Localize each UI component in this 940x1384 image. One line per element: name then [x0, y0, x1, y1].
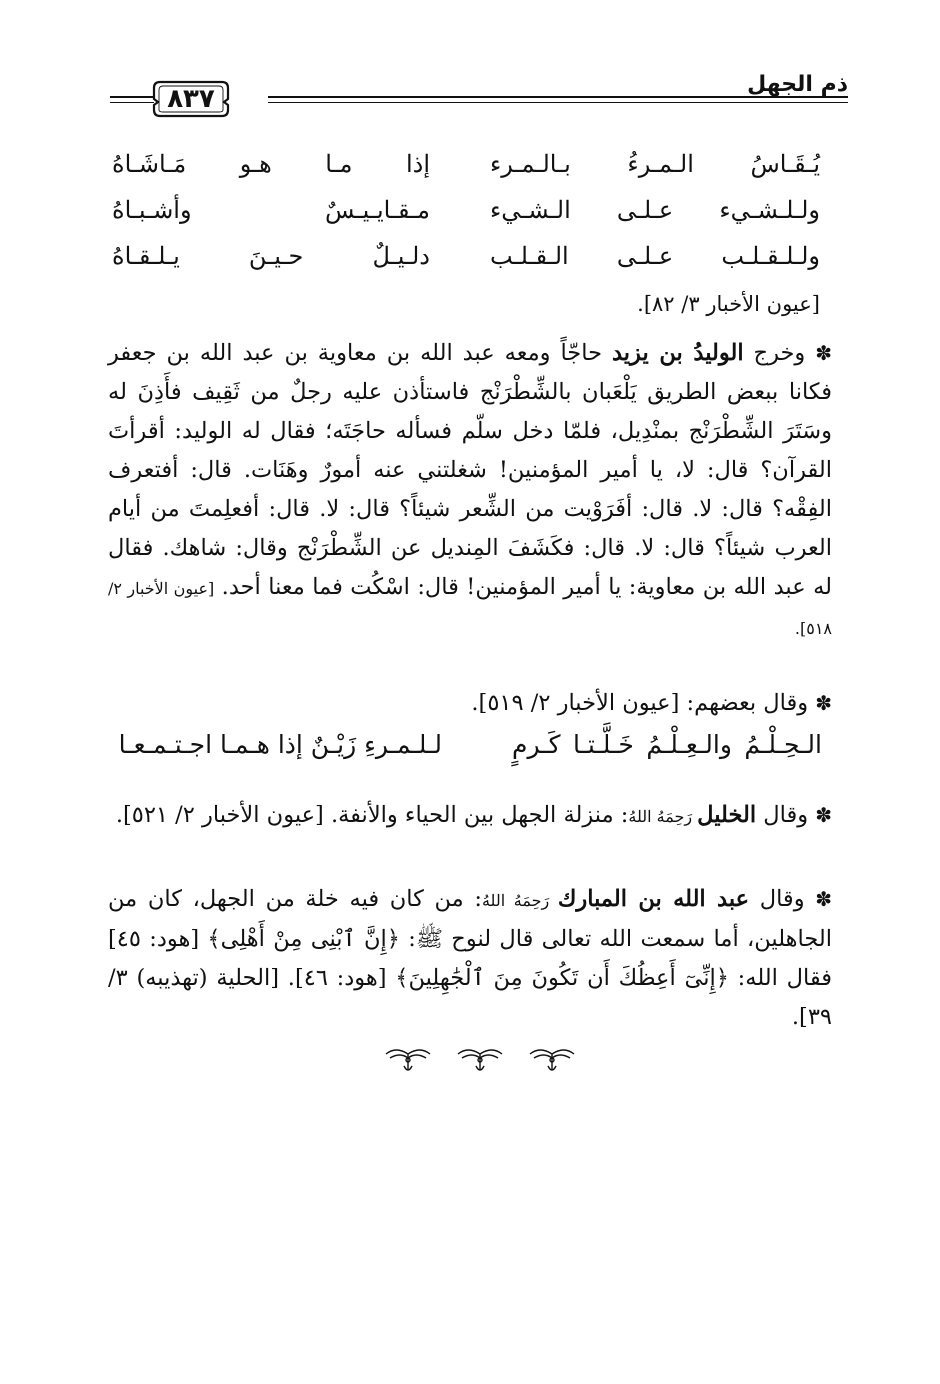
paragraph-text: وقال	[749, 886, 816, 912]
bullet-icon: ✽	[815, 887, 832, 911]
bullet-icon: ✽	[815, 803, 832, 827]
verse-first-hemistich: ولـلـقـلـب عـلـى الـقـلـب	[490, 242, 820, 270]
person-name: الوليدُ بن يزيد	[611, 340, 744, 366]
poem-verse	[110, 242, 820, 286]
section-end-ornament-icon	[380, 1040, 580, 1080]
verse-first-hemistich: يُـقَـاسُ الـمـرءُ بـالـمـرء	[490, 150, 820, 178]
paragraph-text: وخرج	[743, 340, 816, 366]
bullet-icon: ✽	[815, 341, 832, 365]
header-rule	[268, 102, 848, 103]
person-name: الخليل	[697, 802, 757, 828]
bullet-icon: ✽	[815, 691, 832, 715]
paragraph-text: حاجّاً ومعه عبد الله بن معاوية بن عبد الله بن جعفر فكانا ببعض الطريق يَلْعَبان بالشِّطْرَنْج فاستأذن عليه رجلٌ من ثَقِيف فأَذِنَ له وسَتَرَ الشِّطْرَنْج بمنْدِيل، فلمّا دخل سلّم فسأله حاجَتَه؛ فقال له الوليد: أقرأتَ القرآن؟ قال: لا، يا أمير المؤمنين! شغلتني عنه أمورٌ وهَنَات. قال: أفتعرف الفِقْه؟ قال: لا. قال: أفَرَوْيت من الشِّعر شيئاً؟ قال: لا. قال: أفعلِمتَ من أيام العرب شيئاً؟ قال: لا. قال: فكَشَفَ المِنديل عن الشِّطْرَنْج وقال: شاهك. فقال له عبد الله بن معاوية: يا أمير المؤمنين! قال: اسْكُت فما معنا أحد.	[108, 340, 832, 600]
header-rule	[268, 96, 848, 98]
paragraph-some-said	[108, 684, 832, 723]
paragraph-khalil	[108, 796, 832, 836]
running-title: ذم الجهل	[747, 72, 848, 97]
verse-second-hemistich: إذا مـا هـو مَـاشَـاهُ	[112, 150, 430, 178]
verse-first-hemistich: الـحِـلْـمُ والـعِـلْـمُ خَـلَّـتـا كَـرمٍ	[512, 730, 822, 759]
header-rule	[110, 102, 154, 103]
paragraph-ibn-mubarak	[108, 880, 832, 1037]
verse-second-hemistich: مـقـايـيـسٌ وأشـبـاهُ	[112, 196, 430, 224]
person-name: عبد الله بن المبارك	[557, 886, 750, 912]
honorific: رَحِمَهُ اللهُ	[628, 807, 698, 826]
poem-verse	[110, 150, 820, 194]
poem-verse	[110, 196, 820, 240]
verse-second-hemistich: دلـيـلٌ حـيـنَ يـلـقـاهُ	[112, 242, 430, 270]
honorific: رَحِمَهُ اللهُ	[481, 891, 558, 910]
paragraph-text: : من كان فيه خلة من الجهل، كان من الجاهلين، أما سمعت الله تعالى قال لنوح ﷺ: ﴿إِنَّ ٱبْنِى مِنْ أَهْلِى﴾ [هود: ٤٥] فقال الله: ﴿إِنِّىٓ أَعِظُكَ أَن تَكُونَ مِنَ ٱلْجَٰهِلِينَ﴾ [هود: ٤٦]. [الحلية (تهذيبه) ٣/ ٣٩].	[108, 886, 832, 1030]
header-rule	[110, 96, 154, 98]
verse-second-hemistich: لـلـمـرءِ زَيْـنٌ إذا هـمـا اجـتـمـعـا	[118, 730, 442, 759]
source-reference: [عيون الأخبار ٢/ ٥١٨].	[108, 579, 832, 638]
paragraph-walid	[108, 334, 832, 648]
paragraph-text: وقال	[756, 802, 816, 828]
verse-first-hemistich: ولـلـشـيء عـلـى الـشـيء	[490, 196, 820, 224]
poem-source-reference: [عيون الأخبار ٣/ ٨٢].	[637, 292, 820, 316]
paragraph-text: وقال بعضهم: [عيون الأخبار ٢/ ٥١٩].	[471, 690, 816, 716]
poem-verse	[118, 730, 822, 774]
paragraph-text: : منزلة الجهل بين الحياء والأنفة. [عيون الأخبار ٢/ ٥٢١].	[115, 802, 629, 828]
page-number: ٨٣٧	[167, 84, 215, 114]
